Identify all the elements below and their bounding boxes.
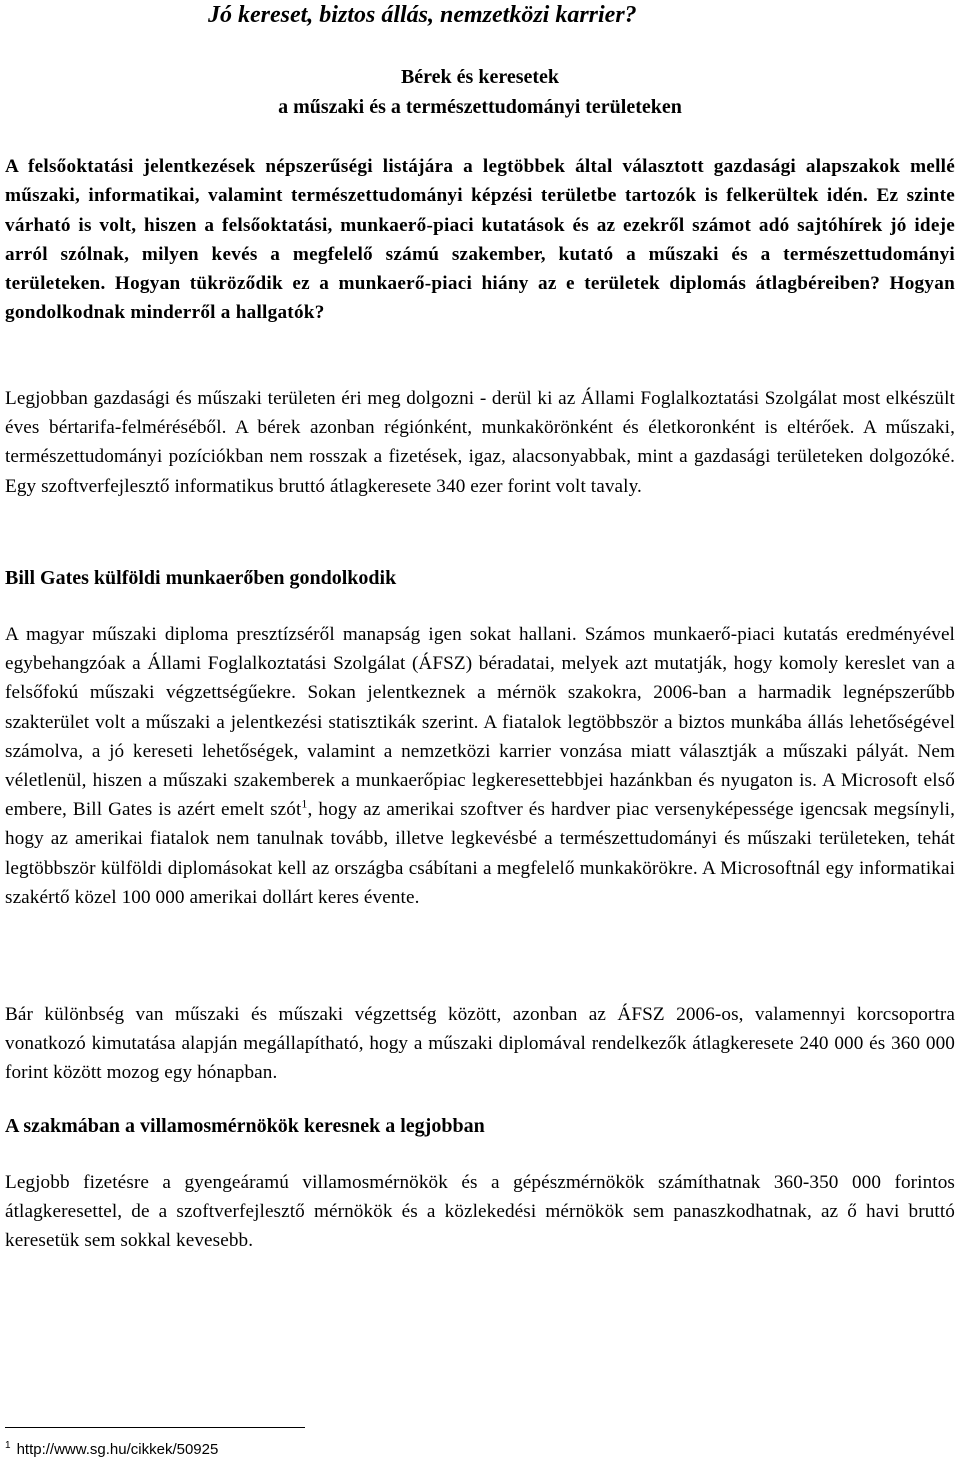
footnote [5, 1440, 218, 1460]
body-paragraph-afsz-average: Bár különbség van műszaki és műszaki végzettség között, azonban az ÁFSZ 2006-os, valamennyi korcsoportra vonatkozó kimutatása alapján megállapítható, hogy a műszaki diplomával rendelkezők átlagkeresete 240 000 és 360 000 forint között mozog egy hónapban. [5, 1004, 955, 1084]
section-heading-bill-gates: Bill Gates külföldi munkaerőben gondolkodik [5, 567, 397, 589]
section-heading-electrical-engineers: A szakmában a villamosmérnökök keresnek a legjobban [5, 1115, 485, 1137]
document-title: Jó kereset, biztos állás, nemzetközi karrier? [208, 2, 637, 28]
paragraph-text-before-footnote: A magyar műszaki diploma presztízséről manapság igen sokat hallani. Számos munkaerő-piaci kutatás eredményével egybehangzóak a Állami Foglalkoztatási Szolgálat (ÁFSZ) béradatai, melyek azt mutatják, hogy komoly kereslet van a felsőfokú műszaki végzettségűekre. Sokan jelentkeznek a mérnök szakokra, 2006-ban a harmadik legnépszerűbb szakterület volt a műszaki a jelentkezési statisztikák szerint. A fiatalok legtöbbször a biztos munkába állás lehetőségével számolva, a jó kereseti lehetőségek, valamint a nemzetközi karrier vonzása miatt választják a műszaki pályát. Nem véletlenül, hiszen a műszaki szakemberek a munkaerőpiac legkeresettebbjei hazánkban és nyugaton is. A Microsoft első embere, Bill Gates is azért emelt szót [5, 624, 955, 821]
footnote-separator [5, 1427, 305, 1428]
body-paragraph-salary-survey: Legjobban gazdasági és műszaki területen éri meg dolgozni - derül ki az Állami Foglalkoztatási Szolgálat most elkészült éves bértarifa-felméréséből. A bérek azonban régiónként, munkakörönként és életkoronként is eltérőek. A műszaki, természettudományi pozíciókban nem rosszak a fizetések, igaz, alacsonyabbak, mint a gazdasági területeken dolgozóké. Egy szoftverfejlesztő informatikus bruttó átlagkeresete 340 ezer forint volt tavaly. [5, 388, 955, 497]
paragraph-text-after-footnote: , hogy az amerikai szoftver és hardver piac versenyképessége igencsak megsínyli, hogy az amerikai fiatalok nem tanulnak tovább, illetve legkevésbé a természettudományi és műszaki területeken, tehát legtöbbször külföldi diplomásokat kell az országba csábítani a megfelelő munkakörökre. A Microsoftnál egy informatikai szakértő közel 100 000 amerikai dollárt keres évente. [5, 799, 955, 908]
footnote-reference[interactable]: 1 [301, 796, 308, 811]
subtitle-line-2: a műszaki és a természettudományi területeken [278, 96, 682, 118]
footnote-number: 1 [5, 1440, 11, 1451]
subtitle-line-1: Bérek és keresetek [400, 66, 560, 88]
footnote-link[interactable]: http://www.sg.hu/cikkek/50925 [16, 1441, 219, 1458]
body-paragraph-diploma-prestige [5, 620, 955, 912]
body-paragraph-engineer-salaries: Legjobb fizetésre a gyengeáramú villamosmérnökök és a gépészmérnökök számíthatnak 360-350 000 forintos átlagkeresettel, de a szoftverfejlesztő mérnökök és a közlekedési mérnökök sem panaszkodhatnak, az ő havi bruttó keresetük sem sokkal kevesebb. [5, 1172, 955, 1252]
document-subtitle [5, 62, 955, 122]
lead-paragraph: A felsőoktatási jelentkezések népszerűségi listájára a legtöbbek által választott gazdasági alapszakok mellé műszaki, informatikai, valamint természettudományi képzési területbe tartozók is felkerültek idén. Ez szinte várható is volt, hiszen a felsőoktatási, munkaerő-piaci kutatások és az ezekről számot adó sajtóhírek jó ideje arról szólnak, milyen kevés a megfelelő számú szakember, kutató a műszaki és a természettudományi területeken. Hogyan tükröződik ez a munkaerő-piaci hiány az e területek diplomás átlagbéreiben? Hogyan gondolkodnak minderről a hallgatók? [5, 156, 955, 324]
